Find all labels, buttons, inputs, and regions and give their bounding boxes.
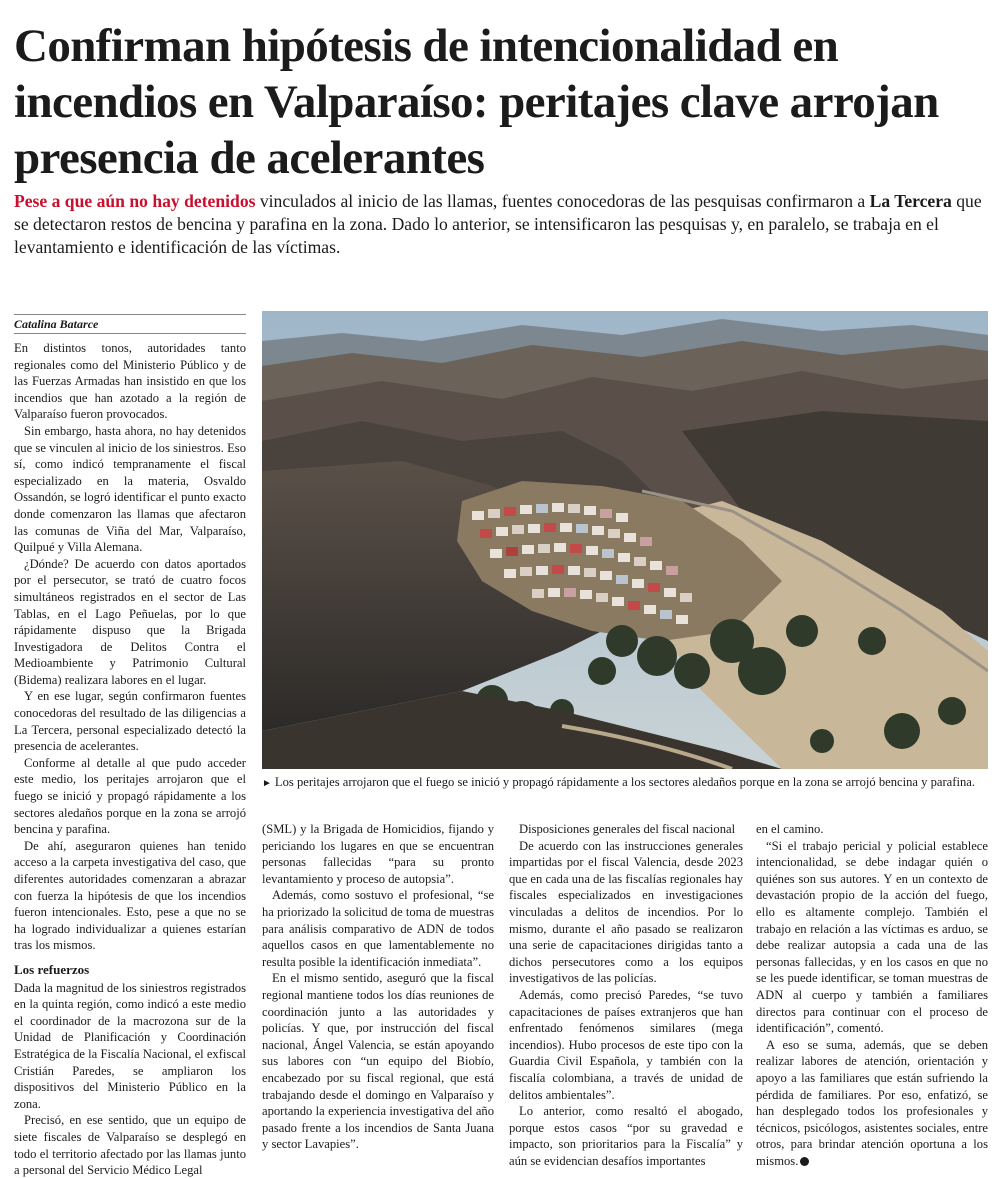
paragraph: En el mismo sentido, aseguró que la fiscal regional mantiene todos los días reuniones de coordinación junto a las autoridades y policías. Y que, por instrucción del fiscal nacional, Ángel Valencia, se están apoyando sus labores con “un equipo del Biobío, encabezado por su fiscal regional, que está trabajando desde el domingo en Valparaíso y aportando la experiencia investigativa del año pasado frente a los incendios de Santa Juana y sector Lavapies”. bbox=[262, 971, 494, 1152]
author-byline: Catalina Batarce bbox=[14, 314, 246, 334]
article-column-1 bbox=[14, 340, 246, 1178]
paragraph: Y en ese lugar, según confirmaron fuentes conocedoras del resultado de las diligencias a La Tercera, personal especializado detectó la presencia de acelerantes. bbox=[14, 689, 246, 754]
wildfire-photo bbox=[262, 311, 988, 769]
paragraph: Conforme al detalle al que pudo acceder este medio, los peritajes arrojaron que el fuego se inició y propagó rápidamente a los sectores aledaños porque en la zona se arrojó bencina y parafina. bbox=[14, 755, 246, 837]
paragraph: De acuerdo con las instrucciones generales impartidas por el fiscal Valencia, desde 2023 que en cada una de las fiscalías regionales hay fiscales especializados en investigaciones vinculadas a delitos de incendios. Por lo mismo, durante el año pasado se realizaron una serie de capacitaciones dirigidas tanto a dichos persecutores como a los equipos investigativos de las policías. bbox=[509, 838, 743, 986]
lead-paragraph bbox=[14, 190, 989, 259]
paragraph: En distintos tonos, autoridades tanto regionales como del Ministerio Público y de las Fuerzas Armadas han insistido en que los incendios que han azotado a la región de Valparaíso fueron provocados. bbox=[14, 341, 246, 422]
paragraph: Dada la magnitud de los siniestros registrados en la quinta región, como indicó a este medio el coordinador de la macrozona sur de la Unidad de Planificación y Coordinación Estratégica de la Fiscalía Nacional, el exfiscal Cristián Paredes, se ampliaron los dispositivos del Ministerio Público en la zona. bbox=[14, 980, 246, 1111]
paragraph: “Si el trabajo pericial y policial establece intencionalidad, se debe indagar quién o quiénes son sus autores. Y en un contexto de devastación propio de la acción del fuego, ello es altamente complejo. También el trabajo en relación a las víctimas es arduo, se debe realizar autopsia a cada una de las personas fallecidas, y en los casos en que no se les puede identificar, se toman muestras de ADN al cuerpo y también a familiares directos para continuar con el proceso de identificación”, comentó. bbox=[756, 838, 988, 1036]
paragraph: Además, como precisó Paredes, “se tuvo capacitaciones de países extranjeros que han enfrentado fenómenos similares (mega incendios). Hubo procesos de este tipo con la Guardia Civil Española, y también con la fiscalía colombiana, a través de unidad de delitos ambientales”. bbox=[509, 987, 743, 1102]
end-of-article-icon bbox=[800, 1157, 809, 1166]
article-column-3 bbox=[509, 821, 743, 1169]
paragraph: Además, como sostuvo el profesional, “se ha priorizado la solicitud de toma de muestras para análisis comparativo de ADN de todos aquellos casos en que lamentablemente no resulta posible la identificación inmediata”. bbox=[262, 888, 494, 969]
article-column-4 bbox=[756, 821, 988, 1169]
paragraph: Disposiciones generales del fiscal nacional bbox=[519, 822, 736, 836]
photo-caption bbox=[262, 774, 988, 793]
subheading: Los refuerzos bbox=[14, 961, 90, 977]
lead-text-1: vinculados al inicio de las llamas, fuentes conocedoras de las pesquisas confirmaron a bbox=[255, 191, 870, 211]
paragraph: Sin embargo, hasta ahora, no hay detenidos que se vinculen al inicio de los siniestros. Eso sí, como indicó tempranamente el fiscal especializado en la materia, Osvaldo Ossandón, se logró identificar el punto exacto donde comenzaron las llamas que afectaron las comunas de Viña del Mar, Valparaíso, Quilpué y Villa Alemana. bbox=[14, 423, 246, 555]
paragraph-text: A eso se suma, además, que se deben realizar labores de atención, orientación y apoyo a las familiares que están sufriendo la pérdida de familiares. Por eso, enfatizó, se han desplegado todos los profesionales y técnicos, psicólogos, asistentes sociales, entre otros, para brindar atención oportuna a los mismos. bbox=[756, 1037, 988, 1168]
article-column-2 bbox=[262, 821, 494, 1153]
caption-text: Los peritajes arrojaron que el fuego se inició y propagó rápidamente a los sectores aledaños porque en la zona se arrojó bencina y parafina. bbox=[274, 775, 975, 789]
paragraph: Precisó, en ese sentido, que un equipo de siete fiscales de Valparaíso se desplegó en todo el territorio afectado por las llamas junto a personal del Servicio Médico Legal bbox=[14, 1113, 246, 1178]
paragraph: ¿Dónde? De acuerdo con datos aportados por el persecutor, se trató de cuatro focos simultáneos registrados en el sector de Las Tablas, en el Lago Peñuelas, por lo que rápidamente dispuso que la Brigada Investigadora de Delitos Contra el Medioambiente y Patrimonio Cultural (Bidema) realizara labores en el lugar. bbox=[14, 556, 246, 687]
lead-highlight: Pese a que aún no hay detenidos bbox=[14, 191, 256, 211]
hillside-neighborhood-illustration bbox=[262, 311, 988, 769]
headline: Confirman hipótesis de intencionalidad en incendios en Valparaíso: peritajes clave arrojan presencia de acelerantes bbox=[14, 20, 939, 184]
paragraph bbox=[756, 1037, 988, 1170]
lead-text-2: que se detectaron restos de bencina y parafina en la zona. Dado lo anterior, se intensificaron las pesquisas y, en paralelo, se trabaja en el levantamiento e identificación de las víctimas. bbox=[14, 191, 982, 257]
lead-publication: La Tercera bbox=[869, 191, 952, 211]
paragraph: Lo anterior, como resaltó el abogado, porque estos casos “por su gravedad e impacto, son prioritarios para la Fiscalía” y aún se evidencian desafíos importantes bbox=[509, 1104, 743, 1168]
caption-arrow-icon: ► bbox=[262, 778, 272, 789]
paragraph: De ahí, aseguraron quienes han tenido acceso a la carpeta investigativa del caso, que diferentes autoridades comenzaran a abrazar con fuerza la hipótesis de que los incendios fueron intencionales. Esto, pese a que no se ha logrado individualizar a quienes estarían tras los mismos. bbox=[14, 838, 246, 953]
paragraph: (SML) y la Brigada de Homicidios, fijando y periciando los lugares en que se encuentran personas fallecidas “para su pronto levantamiento y proceso de autopsia”. bbox=[262, 822, 494, 886]
paragraph: en el camino. bbox=[756, 822, 824, 836]
